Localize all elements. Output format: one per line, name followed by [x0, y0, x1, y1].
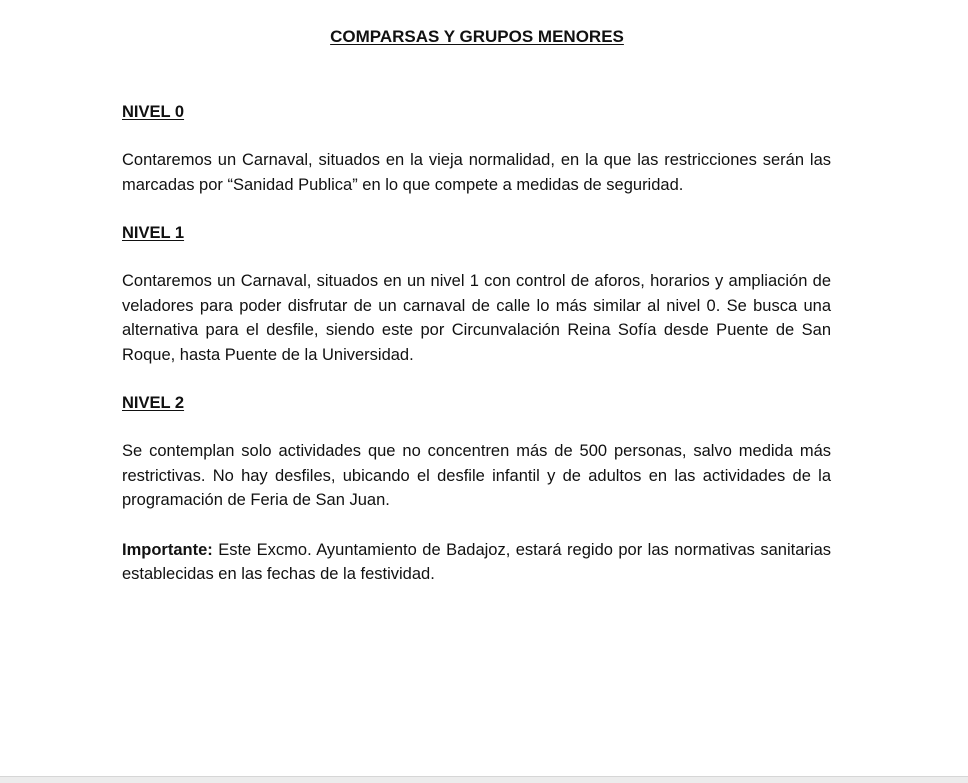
section-paragraph: Se contemplan solo actividades que no concentren más de 500 personas, salvo medida más restrictivas. No hay desfiles, ubicando el desfile infantil y de adultos en las actividades de la programación de Feria de San Juan.	[122, 442, 831, 509]
section-nivel-1	[122, 222, 831, 367]
document-body	[122, 101, 831, 587]
section-nivel-0	[122, 101, 831, 197]
section-paragraph: Contaremos un Carnaval, situados en la vieja normalidad, en la que las restricciones serán las marcadas por “Sanidad Publica” en lo que compete a medidas de seguridad.	[122, 151, 831, 194]
section-nivel-2	[122, 392, 831, 513]
important-label: Importante:	[122, 540, 213, 559]
section-heading: NIVEL 2	[122, 394, 185, 412]
section-heading: NIVEL 0	[122, 103, 185, 121]
important-note	[122, 538, 831, 587]
document-title: COMPARSAS Y GRUPOS MENORES	[330, 27, 624, 46]
section-paragraph: Contaremos un Carnaval, situados en un nivel 1 con control de aforos, horarios y ampliación de veladores para poder disfrutar de un carnaval de calle lo más similar al nivel 0. Se busca una alternativa para el desfile, siendo este por Circunvalación Reina Sofía desde Puente de San Roque, hasta Puente de la Universidad.	[122, 272, 831, 364]
section-heading: NIVEL 1	[122, 224, 185, 242]
important-text: Este Excmo. Ayuntamiento de Badajoz, estará regido por las normativas sanitarias establecidas en las fechas de la festividad.	[122, 540, 831, 583]
